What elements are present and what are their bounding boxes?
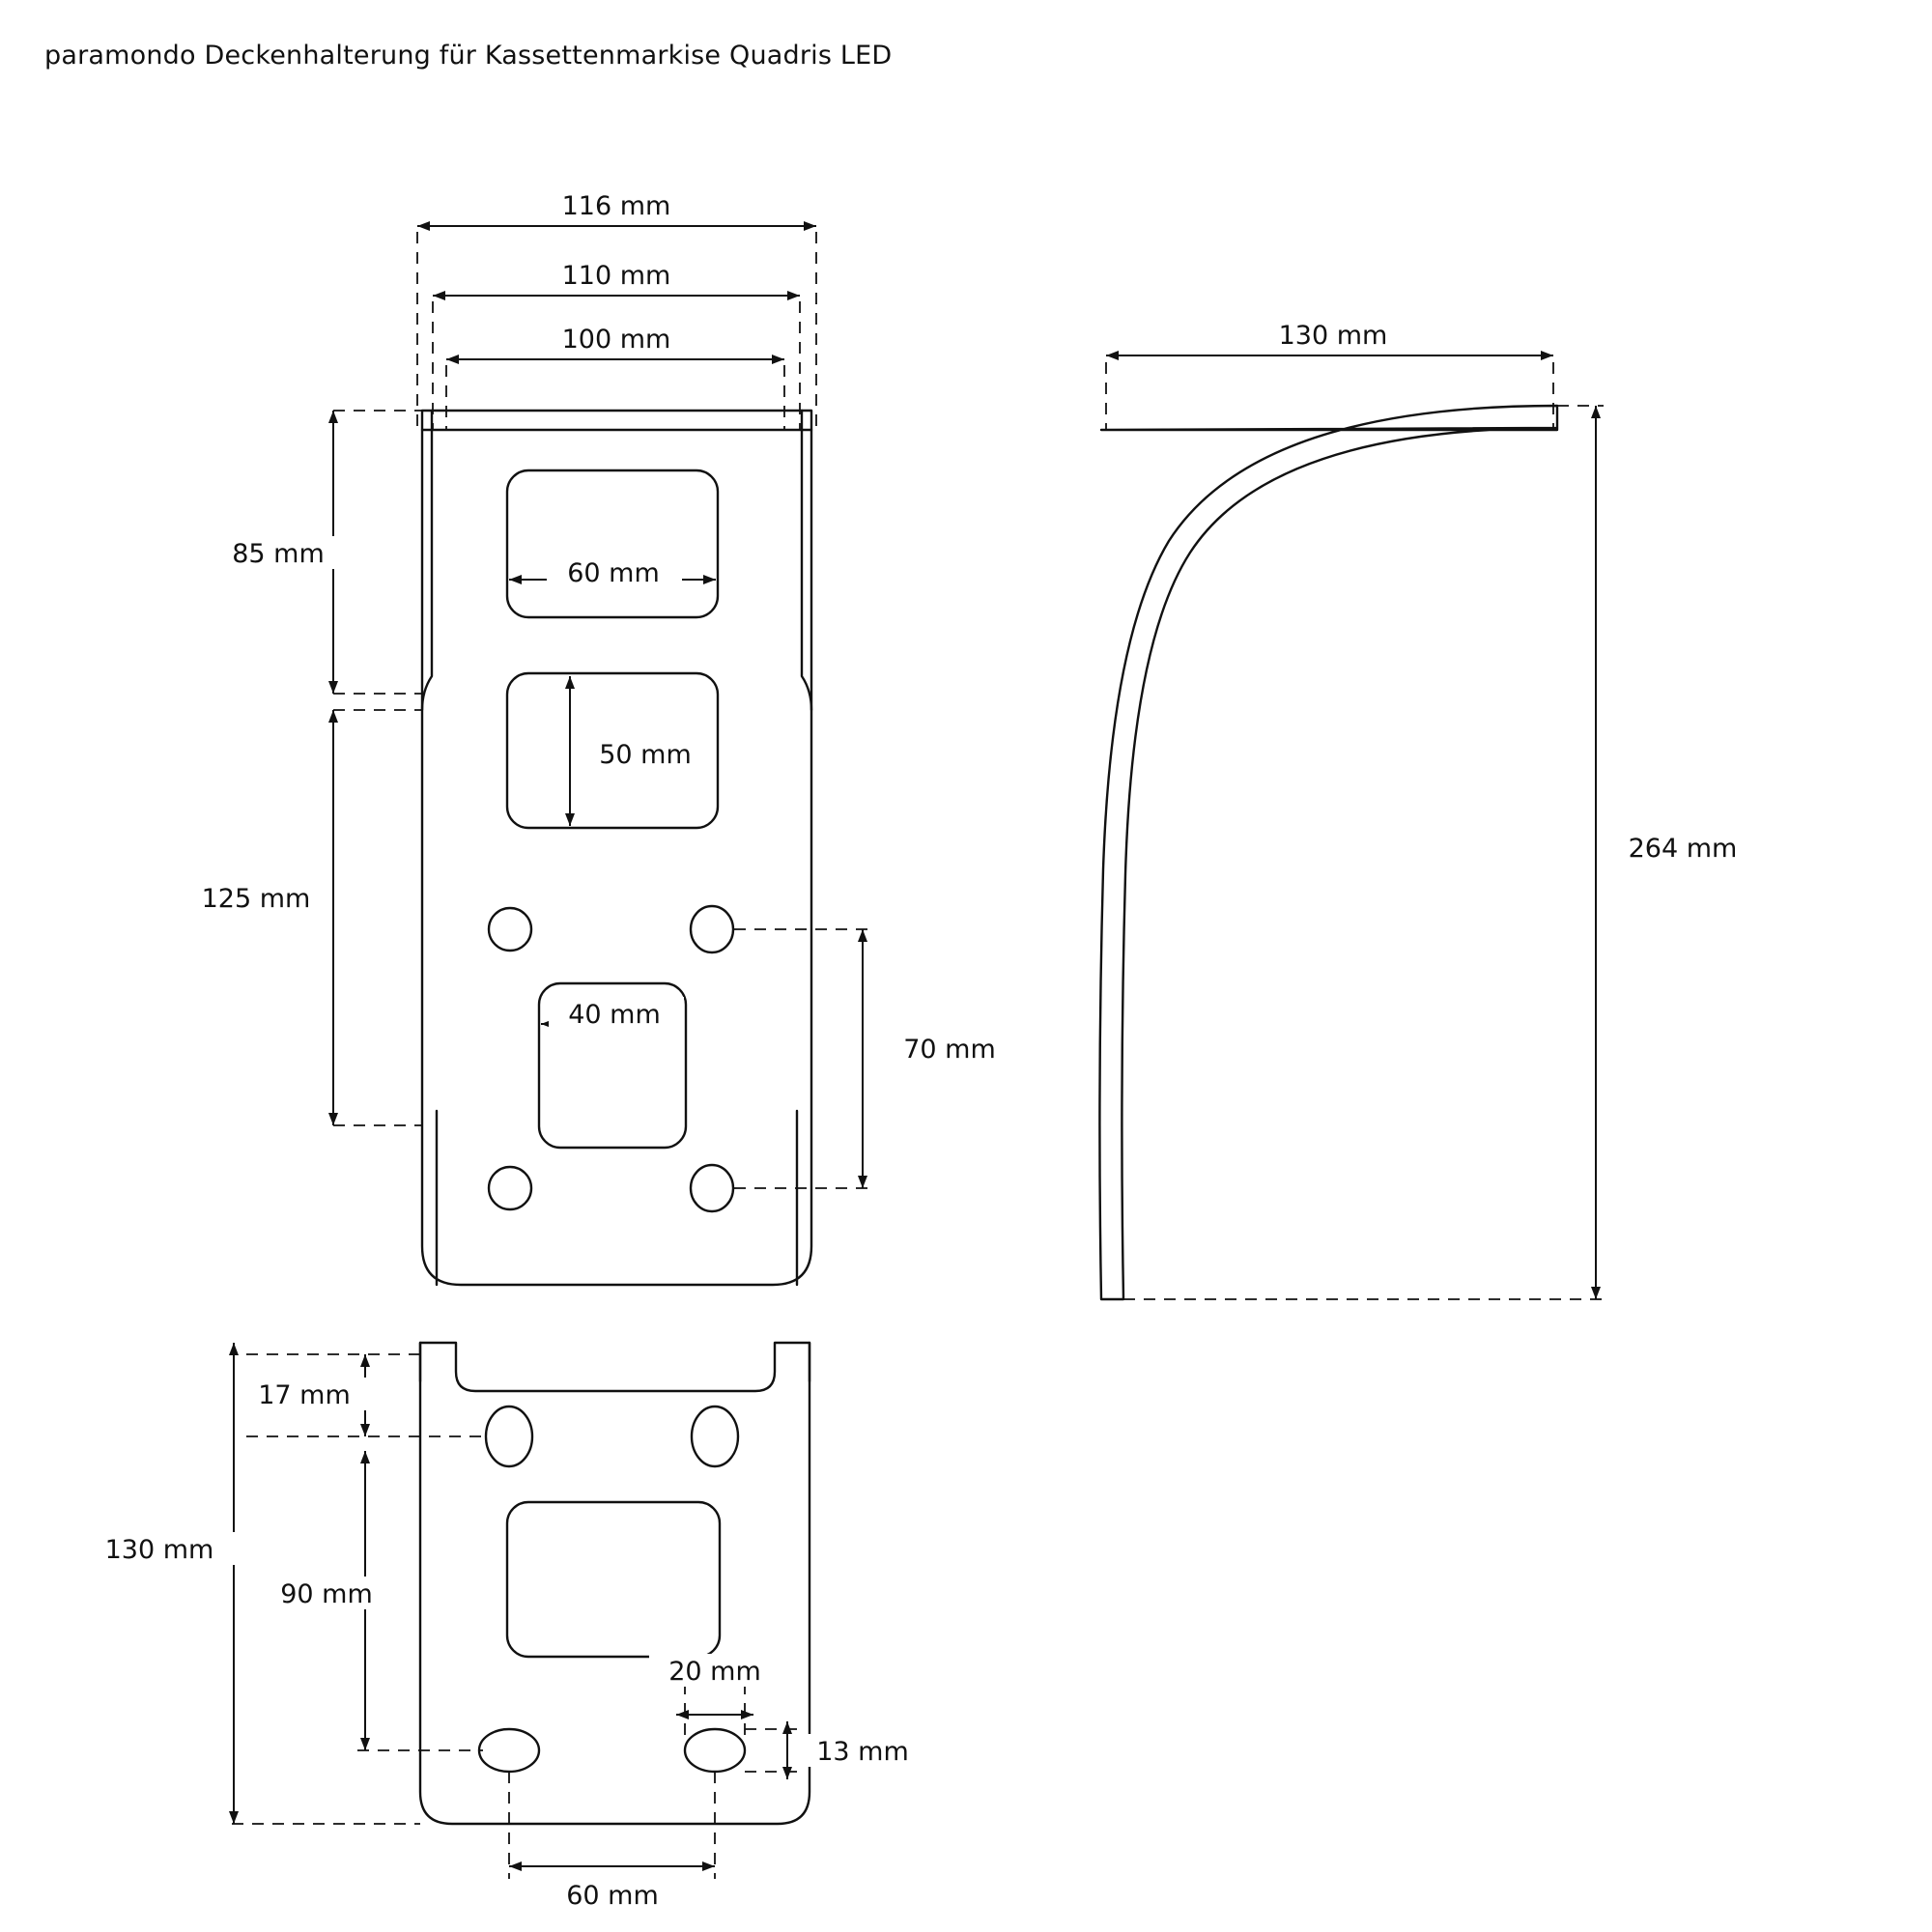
dim-side-height: 264 mm: [1628, 834, 1738, 864]
page-title: paramondo Deckenhalterung für Kassettenmarkise Quadris LED: [44, 41, 893, 71]
dim-front-hole-spacing-vertical: 70 mm: [903, 1035, 996, 1065]
dim-front-slot-bottom-width: 40 mm: [568, 1000, 661, 1030]
dim-top-slot-width: 20 mm: [668, 1657, 761, 1687]
dim-front-width-outer: 116 mm: [561, 191, 671, 221]
side-view: [1099, 317, 1758, 1299]
dim-top-offset: 17 mm: [258, 1380, 351, 1410]
dim-top-slot-height: 13 mm: [816, 1737, 909, 1767]
dim-front-slot-mid-height: 50 mm: [599, 740, 692, 770]
front-view: [184, 188, 1019, 1285]
dim-front-height-upper: 85 mm: [232, 539, 325, 569]
dim-top-total-height: 130 mm: [104, 1535, 214, 1565]
dim-side-depth: 130 mm: [1278, 321, 1388, 351]
dim-top-hole-spacing: 60 mm: [566, 1881, 659, 1911]
dim-front-height-lower: 125 mm: [201, 884, 311, 914]
dim-front-slot-top-width: 60 mm: [567, 558, 660, 588]
top-view: [89, 1343, 932, 1911]
dim-front-width-inner: 100 mm: [561, 325, 671, 355]
dim-top-inner-height: 90 mm: [280, 1579, 373, 1609]
dim-front-width-mid: 110 mm: [561, 261, 671, 291]
